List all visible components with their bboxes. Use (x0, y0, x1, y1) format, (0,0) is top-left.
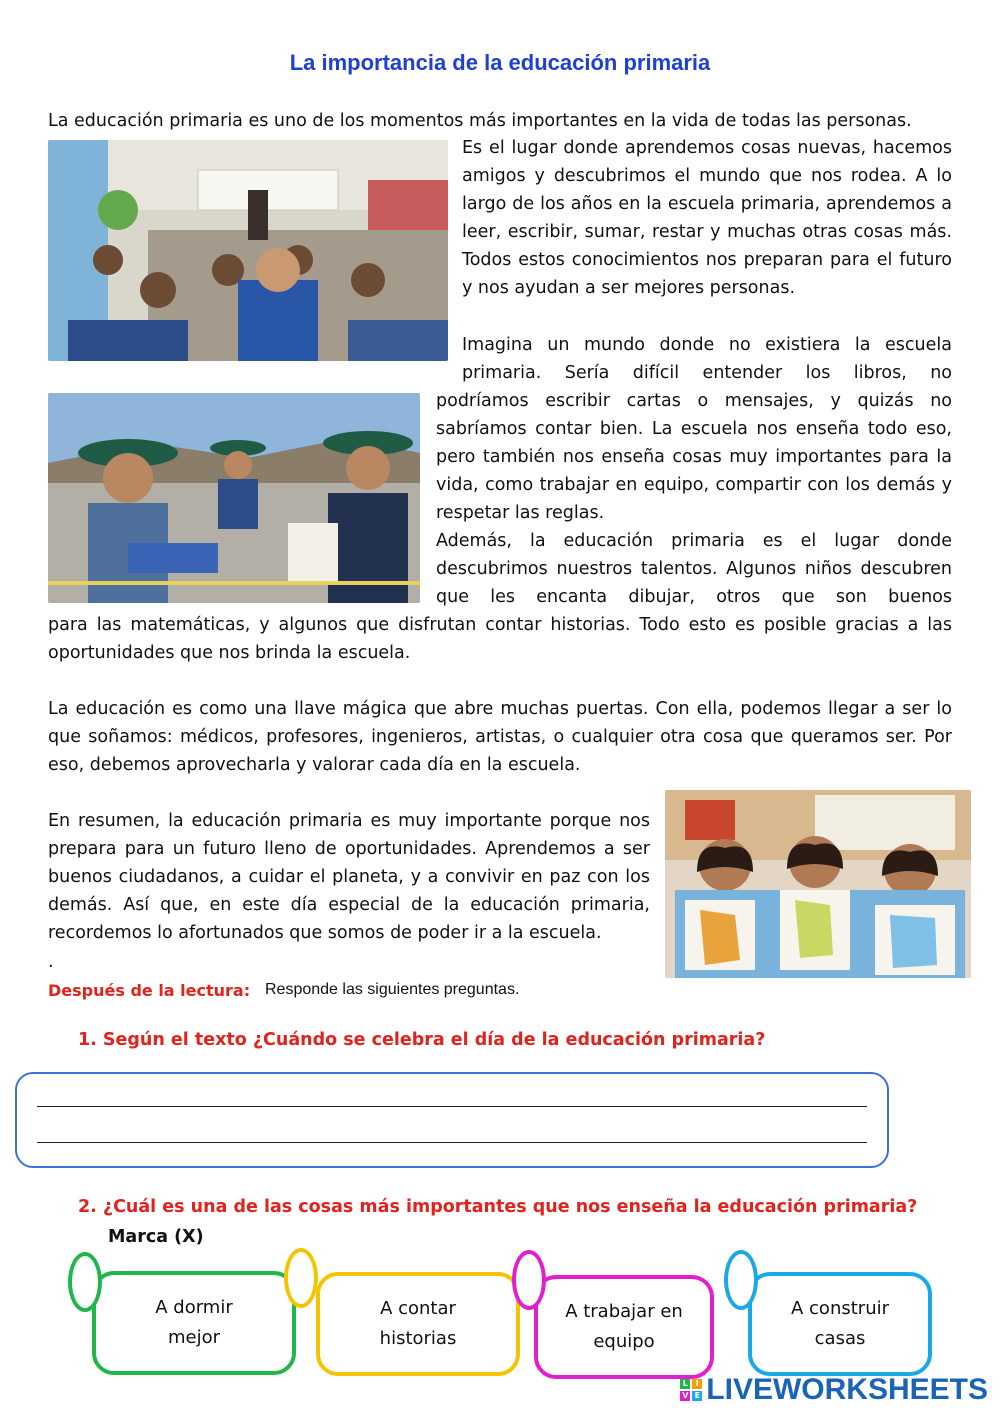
page-title: La importancia de la educación primaria (289, 50, 711, 75)
option-construir-line1: A construir (791, 1298, 889, 1319)
option-dormir-line2: mejor (167, 1327, 221, 1348)
option-trabajar[interactable] (534, 1275, 714, 1379)
option-dormir-line1: A dormir (155, 1297, 233, 1318)
paragraph-5: En resumen, la educación primaria es muy importante porque nos prepara para un futuro lleno de oportunidades. Aprendemos a ser buenos ciudadanos, a cuidar el planeta, y a convivir en paz con los demás. Así que, en este día especial de la educación primaria, recordemos lo afortunados que somos de poder ir a la escuela. (48, 811, 650, 943)
question-2: 2. ¿Cuál es una de las cosas más importantes que nos enseña la educación primaria? (78, 1197, 918, 1217)
question-2-subtext: Marca (X) (108, 1227, 204, 1247)
paragraph-2-line-1: Imagina un mundo donde no existiera la escuela (462, 335, 952, 355)
option-trabajar-mark[interactable] (512, 1250, 546, 1310)
answer-line-2[interactable] (37, 1142, 867, 1143)
option-dormir-mark[interactable] (68, 1252, 102, 1312)
paragraph-1-first-line: La educación primaria es uno de los momentos más importantes en la vida de todas las personas. (48, 111, 912, 131)
option-contar-line2: historias (379, 1328, 457, 1349)
option-construir-mark[interactable] (724, 1250, 758, 1310)
liveworksheets-brand (680, 1373, 988, 1407)
liveworksheets-text: LIVEWORKSHEETS (706, 1373, 988, 1406)
paragraph-4: La educación es como una llave mágica que abre muchas puertas. Con ella, podemos llegar a ser lo que soñamos: médicos, profesores, ingenieros, artistas, o cualquier otra cosa que queramos ser. Por eso, debemos aprovecharla y valorar cada día en la escuela. (48, 699, 952, 775)
option-trabajar-line1: A trabajar en (565, 1301, 683, 1322)
option-contar[interactable] (316, 1272, 520, 1376)
paragraph-2-wrap: podríamos escribir cartas o mensajes, y quizás no sabríamos contar bien. La escuela nos enseña todo eso, pero también nos enseña cosas muy importantes para la vida, como trabajar en equipo, compartir con los demás y respetar las reglas. (436, 391, 952, 523)
question-1: 1. Según el texto ¿Cuándo se celebra el día de la educación primaria? (78, 1030, 766, 1050)
paragraph-3-wrap: Además, la educación primaria es el lugar donde descubrimos nuestros talentos. Algunos niños descubren que les encanta dibujar, otros que son buenos (436, 531, 952, 607)
option-construir[interactable] (748, 1272, 932, 1376)
after-reading-label: Después de la lectura: (48, 981, 251, 1000)
liveworksheets-logo: L I V E (680, 1379, 702, 1401)
option-contar-line1: A contar (380, 1298, 456, 1319)
paragraph-3-full: para las matemáticas, y algunos que disfrutan contar historias. Todo esto es posible gracias a las oportunidades que nos brinda la escuela. (48, 615, 952, 663)
kids-drawings-photo (665, 790, 971, 978)
paragraph-1-wrap: Es el lugar donde aprendemos cosas nuevas, hacemos amigos y descubrimos el mundo que nos rodea. A lo largo de los años en la escuela primaria, aprendemos a leer, escribir, sumar, restar y muchas otras cosas más. Todos estos conocimientos nos preparan para el futuro y nos ayudan a ser mejores personas. (462, 138, 952, 298)
option-dormir[interactable] (92, 1271, 296, 1375)
classroom-photo (48, 140, 448, 361)
paragraph-2-line-2: primaria. Sería difícil entender los libros, no (462, 363, 952, 383)
option-contar-mark[interactable] (284, 1248, 318, 1308)
answer-box-q1[interactable] (15, 1072, 889, 1168)
outdoor-students-photo (48, 393, 420, 603)
option-trabajar-line2: equipo (593, 1331, 655, 1352)
answer-line-1[interactable] (37, 1106, 867, 1107)
stray-dot: . (48, 952, 54, 972)
option-construir-line2: casas (814, 1328, 866, 1349)
after-reading-instruction: Responde las siguientes preguntas. (265, 981, 520, 998)
